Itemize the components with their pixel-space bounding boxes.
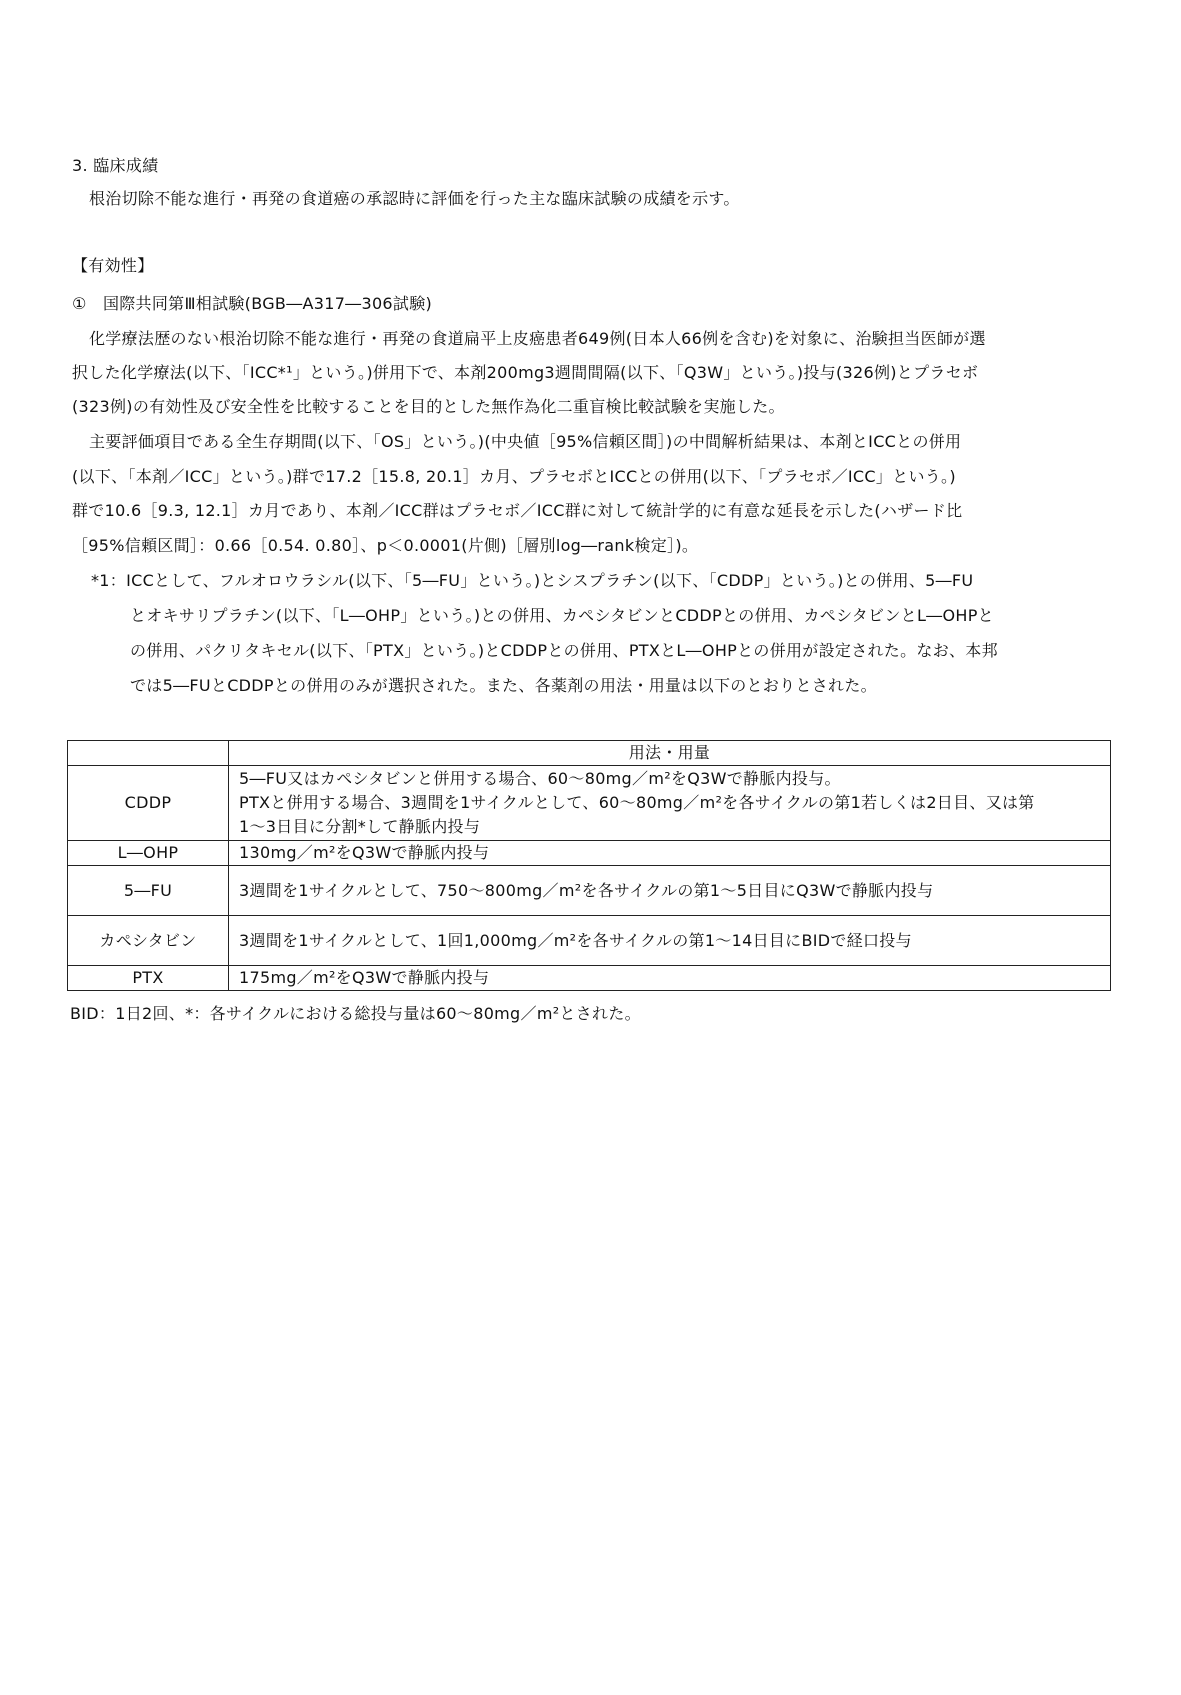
- table-note: BID：1日2回、*：各サイクルにおける総投与量は60～80mg／m²とされた。: [70, 1004, 641, 1023]
- footnote-line: とオキサリプラチン(以下、「L―OHP」という。)との併用、カペシタビンとCDDPとの併用、カペシタビンとL―OHPと: [130, 606, 994, 625]
- dosage-line: PTXと併用する場合、3週間を1サイクルとして、60～80mg／m²を各サイクルの第1若しくは2日目、又は第: [239, 793, 1035, 812]
- dosage-cell: [229, 841, 1111, 866]
- drug-cell: CDDP: [68, 766, 229, 841]
- dosage-cell: [229, 866, 1111, 916]
- footnote-line: *1：ICCとして、フルオロウラシル(以下、「5―FU」という。)とシスプラチン(以下、「CDDP」という。)との併用、5―FU: [91, 571, 974, 590]
- para2-line: (以下、「本剤／ICC」という。)群で17.2［15.8, 20.1］カ月、プラセボとICCとの併用(以下、「プラセボ／ICC」という。): [72, 467, 956, 486]
- section-heading: 3. 臨床成績: [72, 156, 159, 175]
- table-row: [68, 766, 1111, 841]
- trial-title: ① 国際共同第Ⅲ相試験(BGB―A317―306試験): [72, 294, 433, 313]
- dosage-line: 130mg／m²をQ3Wで静脈内投与: [239, 843, 490, 862]
- para1-line: (323例)の有効性及び安全性を比較することを目的とした無作為化二重盲検比較試験を実施した。: [72, 397, 785, 416]
- dosage-cell: [229, 766, 1111, 841]
- dosage-line: 175mg／m²をQ3Wで静脈内投与: [239, 968, 490, 987]
- table-row: [68, 916, 1111, 966]
- para2-line: ［95%信頼区間］：0.66［0.54. 0.80］、p＜0.0001(片側)［層別log―rank検定］)。: [72, 536, 699, 555]
- table-row: [68, 966, 1111, 991]
- table-row: [68, 866, 1111, 916]
- footnote-line: の併用、パクリタキセル(以下、「PTX」という。)とCDDPとの併用、PTXとL―OHPとの併用が設定された。なお、本邦: [130, 641, 998, 660]
- drug-cell: PTX: [68, 966, 229, 991]
- para2-line: 群で10.6［9.3, 12.1］カ月であり、本剤／ICC群はプラセボ／ICC群に対して統計学的に有意な延長を示した(ハザード比: [72, 501, 963, 520]
- efficacy-heading: 【有効性】: [72, 256, 154, 275]
- drug-cell: 5―FU: [68, 866, 229, 916]
- table-header-drug: [68, 741, 229, 766]
- dosage-line: 3週間を1サイクルとして、750～800mg／m²を各サイクルの第1～5日目にQ3Wで静脈内投与: [239, 880, 934, 900]
- dosage-table: [67, 740, 1111, 991]
- section-intro: 根治切除不能な進行・再発の食道癌の承認時に評価を行った主な臨床試験の成績を示す。: [89, 189, 740, 208]
- para1-line: 択した化学療法(以下、「ICC*¹」という。)併用下で、本剤200mg3週間間隔(以下、「Q3W」という。)投与(326例)とプラセボ: [72, 363, 979, 382]
- para1-line: 化学療法歴のない根治切除不能な進行・再発の食道扁平上皮癌患者649例(日本人66例を含む)を対象に、治験担当医師が選: [89, 329, 986, 348]
- table-row: [68, 841, 1111, 866]
- table-header-row: [68, 741, 1111, 766]
- dosage-line: 1～3日目に分割*して静脈内投与: [239, 817, 481, 836]
- table-header-dosage: 用法・用量: [229, 741, 1111, 766]
- drug-cell: L―OHP: [68, 841, 229, 866]
- dosage-line: 5―FU又はカペシタビンと併用する場合、60～80mg／m²をQ3Wで静脈内投与。: [239, 769, 841, 788]
- footnote-line: では5―FUとCDDPとの併用のみが選択された。また、各薬剤の用法・用量は以下のとおりとされた。: [130, 676, 877, 695]
- dosage-cell: [229, 966, 1111, 991]
- dosage-line: 3週間を1サイクルとして、1回1,000mg／m²を各サイクルの第1～14日目にBIDで経口投与: [239, 930, 912, 950]
- drug-cell: カペシタビン: [68, 916, 229, 966]
- para2-line: 主要評価項目である全生存期間(以下、「OS」という。)(中央値［95%信頼区間］)の中間解析結果は、本剤とICCとの併用: [89, 432, 962, 451]
- dosage-cell: [229, 916, 1111, 966]
